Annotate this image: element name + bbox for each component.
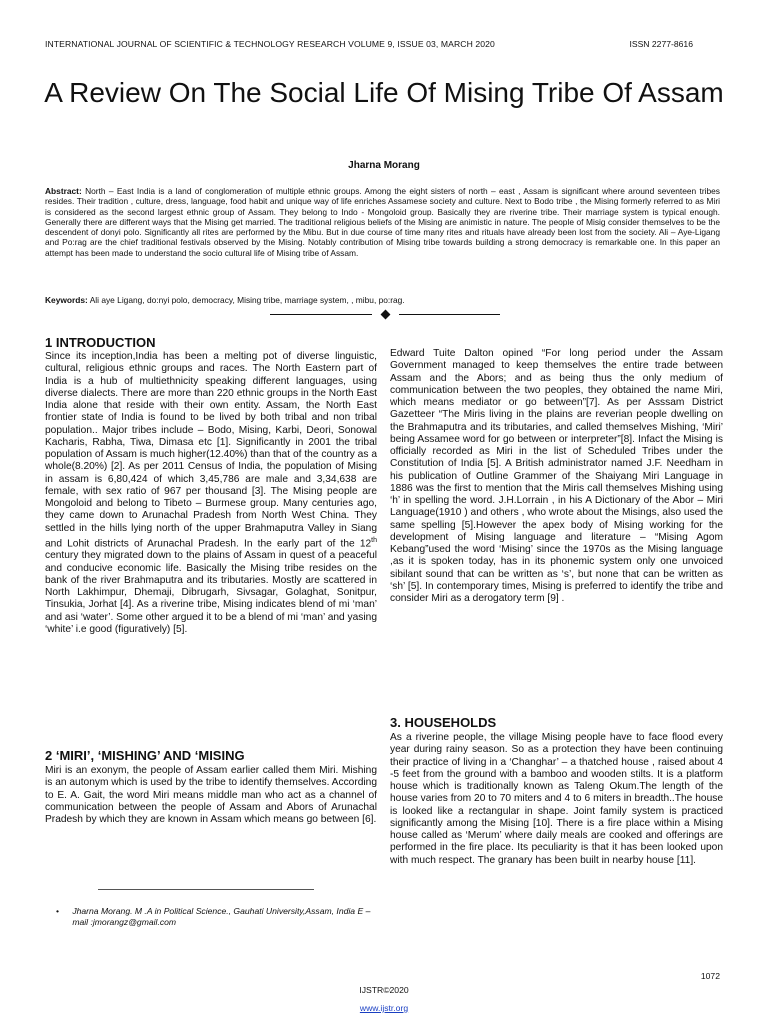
diamond-icon [380, 309, 390, 319]
introduction-text-part1: Since its inception,India has been a melting pot of diverse linguistic, cultural, religious ethnic groups and races. The North Eastern part of India is a hub of multiethnicity speaking different languages, using diverse dialects. There are more than 220 ethnic groups in the North East India alone that reside with their own entity. Assam, the North East frontier state of India is found to be lived by both tribal and non tribal population.. Major tribes include – Bodo, Mising, Karbi, Deori, Sonowal Kacharis, Rabha, Tiwa, Dimasa etc [1]. Significantly in 2001 the tribal population of Assam is much higher(12.40%) than that of the country as a whole(8.20%) [2]. As per 2011 Census of India, the population of Mising in assam is 6,80,424 of which 3,45,786 are male and 3,34,638 are female, with sex ratio of 967 per thousand [3]. The Mising people are Mongoloid and belong to Tibeto – Burmese group. Many centuries ago, they came down to Arunachal Pradesh from North West China. They settled in the hills lying north of the upper Brahmaputra Valley in Siang and Lohit districts of Arunachal Pradesh. In the early part of the 12 [45, 351, 377, 550]
footnote-rule [98, 889, 314, 890]
section-separator [270, 308, 500, 320]
journal-website-link[interactable]: www.ijstr.org [359, 1003, 409, 1013]
bullet-icon: • [56, 906, 60, 916]
page-number: 1072 [700, 971, 720, 981]
issn: ISSN 2277-8616 [629, 39, 693, 49]
section2-heading: 2 ‘MIRI’, ‘MISHING’ AND ‘MISING [45, 748, 245, 763]
journal-header: INTERNATIONAL JOURNAL OF SCIENTIFIC & TECHNOLOGY RESEARCH VOLUME 9, ISSUE 03, MARCH 2020 [45, 39, 495, 49]
author-footnote [56, 906, 372, 927]
introduction-heading: 1 INTRODUCTION [45, 335, 156, 350]
section2-continued-text: Edward Tuite Dalton opined “For long period under the Assam Government managed to keep themselves the entire trade between Assam and the Abors; and as being thus the only medium of communication between the two peoples, they obtained the name Miri, which means mediator or go between”[7]. As per Asssam District Gazetteer “The Miris living in the plains are reverian people dwelling on the Brahmaputra and its tributaries, and called themselves Mishing, ‘Miri’ being Assamee word for go between or interpreter”[8]. Infact the Mising is officially recorded as Miri in the list of Scheduled Tribes under the Constitution of India [5]. A British administrator named J.F. Needham in his publication of Outline Grammer of the Shaiyang Miri Language in 1886 was the first to mention that the Miris call themselves Mishing using ‘h’ in spelling the word. J.H.Lorrain , in his A Dictionary of the Abor – Miri Language(1910 ) and others , who wrote about the Misings, also used the same spelling [5].However the apex body of Mising working for the development of Mising language and literature – “Mising Agom Kebang”used the word ‘Mising’ since the 1970s as the Mising language ,as it is spoken today, has in its phonemic system only one unvoiced sibilant sound that can be written as ‘s’, but none that can be written as ‘sh’ [5]. In contemporary times, Mising is preferred to identify the tribe and consider Miri as a derogatory term [9] . [390, 348, 723, 604]
footer-copyright: IJSTR©2020 [359, 985, 409, 995]
introduction-text-part2: century they migrated down to the plains of Assam in quest of a peaceful and conducive economic life. Basically the Mising tribe resides on the bank of the river Brahmaputra and its tributaries. Mostly are scattered in North Lakhimpur, Dhemaji, Dibrugarh, Sivsagar, Golaghat, Sonitpur, Tinsukia, Jorhat [4]. As a riverine tribe, Mising indicates blend of mi ‘man’ and asi ‘water’. Some other argued it to be a blend of mi ‘man’ and yasing ‘white’ i.e good (figuratively) [5]. [45, 550, 377, 635]
keywords-label: Keywords: [45, 295, 88, 305]
abstract-label: Abstract: [45, 186, 82, 196]
footnote-text: Jharna Morang. M .A in Political Science., Gauhati University,Assam, India E – mail :jmorangz@gmail.com [72, 906, 371, 927]
keywords [45, 295, 720, 305]
superscript-th: th [371, 536, 377, 544]
section2-text: Miri is an exonym, the people of Assam earlier called them Miri. Mishing is an autonym which is used by the tribe to identify themselves. According to E. A. Gait, the word Miri means middle man who act as a channel of communication between the people of Assam and Abors of Arunachal Pradesh by which they are known in Assam which means go between [6]. [45, 765, 377, 825]
separator-line-left [270, 314, 372, 315]
introduction-text [45, 351, 377, 636]
section3-heading: 3. HOUSEHOLDS [390, 715, 497, 730]
section3-text: As a riverine people, the village Mising people have to face flood every year during rainy season. So as a protection they have been continuing their practice of living in a ‘Changhar’ – a thatched house , raised about 4 -5 feet from the ground with a bamboo and wooden stilts. It is a platform house which is traditionally known as Taleng Okum.The length of the house varies from 20 to 70 miters and 4 to 6 miters in breadth..The house is looked like a rectangular in shape. Joint family system is practiced significantly among the Mising [10]. There is a fire place within a Mising house called as ‘Merum’ where daily meals are cooked and offerings are performed in the fire place. Its peculiarity is that it has been looked upon with much respect. The granary has been built in nearby house [11]. [390, 732, 723, 866]
separator-line-right [399, 314, 501, 315]
paper-title: A Review On The Social Life Of Mising Tribe Of Assam [44, 77, 724, 108]
keywords-text: Ali aye Ligang, do:nyi polo, democracy, Mising tribe, marriage system, , mibu, po:rag. [87, 295, 405, 305]
abstract-text: North – East India is a land of conglomeration of multiple ethnic groups. Among the eight sisters of north – east , Assam is significant where around seventeen tribes resides. Their tradition , culture, dress, language, food habit and unique way of life enriches Assamese society and culture. Next to Bodo tribe , the Mising formerly referred to as Miri is considered as the second largest ethnic group of Assam. They belong to Indo - Mongoloid group. Basically they are riverine tribe. Their marriage system is typical enough. Generally there are different ways that the Mising get married. The traditional religious beliefs of the Mising are animistic in nature. The people of Misig consider themselves to be the descendent of donyi polo. Significantly all rites are performed by the Mibu. But in due course of time many rites and rituals have already been lost from the society. Ali – Aye-Ligang and Po:rag are the chief traditional festivals observed by the Mising. Notably contribution of Mising tribe towards building a strong democracy is remarkable one. In this paper an attempt has been made to understand the socio cultural life of Mising tribe of Assam. [45, 186, 720, 258]
author-name: Jharna Morang [348, 160, 420, 171]
abstract [45, 186, 720, 258]
